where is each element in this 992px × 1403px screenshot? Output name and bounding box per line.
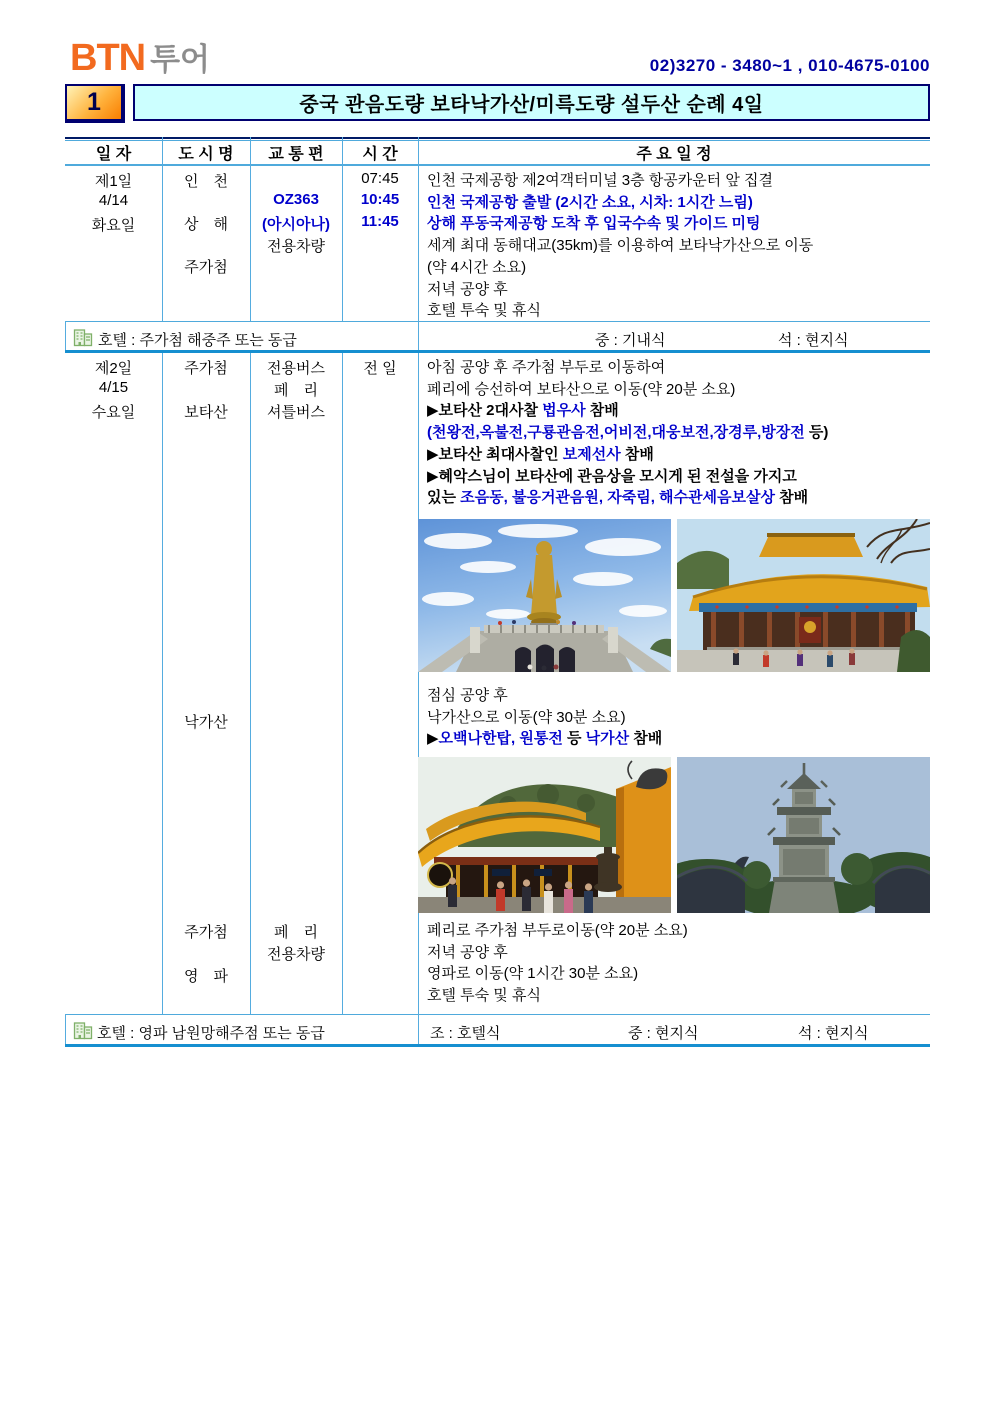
day1-time: 11:45 bbox=[361, 213, 399, 230]
schedule-text-segment: ▶보타산 2대사찰 bbox=[427, 402, 543, 420]
schedule-text-segment: 페리로 주가첨 부두로이동(약 20분 소요) bbox=[427, 922, 688, 939]
schedule-text-segment: ▶ bbox=[427, 730, 439, 748]
hotel-building-icon bbox=[73, 326, 93, 347]
phone-number: 02)3270 - 3480~1 , 010-4675-0100 bbox=[649, 56, 930, 75]
column-header-city: 도 시 명 bbox=[178, 146, 234, 163]
column-header-date: 일 자 bbox=[95, 146, 132, 163]
col-divider bbox=[65, 1014, 66, 1044]
logo-tour-text: 투어 bbox=[150, 42, 211, 77]
schedule-line bbox=[427, 192, 927, 214]
schedule-line bbox=[427, 963, 927, 985]
day2-transport: 셔틀버스 bbox=[267, 404, 325, 421]
schedule-text-segment: 페리에 승선하여 보타산으로 이동(약 20분 소요) bbox=[427, 380, 736, 398]
schedule-line bbox=[427, 357, 927, 379]
day2-schedule-afternoon bbox=[427, 685, 927, 750]
day2-city: 보타산 bbox=[184, 404, 228, 421]
day1-airline: (아시아나) bbox=[262, 216, 330, 233]
day1-time: 07:45 bbox=[361, 170, 399, 187]
day2-time: 전 일 bbox=[363, 360, 397, 377]
schedule-text-segment: 조음동, 불응거관음원, 자죽림, 해수관세음보살상 bbox=[460, 489, 775, 507]
day1-date: 제1일 bbox=[94, 173, 133, 190]
col-divider bbox=[162, 353, 163, 1014]
day2-transport: 전용버스 bbox=[267, 360, 325, 377]
header-bottom-rule bbox=[65, 164, 930, 166]
day2-date: 4/15 bbox=[98, 379, 129, 396]
hotel1-label: 호텔 : 주가첨 해중주 또는 동급 bbox=[98, 332, 297, 349]
schedule-text-segment: 낙가산 bbox=[585, 730, 630, 748]
schedule-line bbox=[427, 257, 927, 279]
col-divider bbox=[418, 137, 419, 321]
schedule-line bbox=[427, 466, 927, 488]
schedule-text-segment: 참배 bbox=[620, 445, 654, 463]
photo-stone-pagoda bbox=[677, 757, 930, 913]
day1-city: 주가첨 bbox=[184, 259, 228, 276]
schedule-text-segment: 참배 bbox=[629, 730, 663, 748]
col-divider bbox=[342, 353, 343, 1014]
day2-transport: 페 리 bbox=[274, 382, 318, 399]
column-header-time: 시 간 bbox=[362, 146, 398, 163]
col-divider bbox=[250, 353, 251, 1014]
col-divider bbox=[418, 321, 419, 350]
schedule-text-segment: 낙가산으로 이동(약 30분 소요) bbox=[427, 708, 626, 726]
day2-city: 영 파 bbox=[184, 968, 228, 985]
schedule-text-segment: 인천 국제공항 제2여객터미널 3층 항공카운터 앞 집결 bbox=[427, 172, 773, 189]
schedule-line bbox=[427, 487, 927, 509]
day1-flight-number: OZ363 bbox=[273, 191, 319, 208]
schedule-text-segment: 영파로 이동(약 1시간 30분 소요) bbox=[427, 965, 639, 983]
schedule-line bbox=[427, 170, 927, 192]
hotel2-breakfast: 조 : 호텔식 bbox=[430, 1025, 501, 1042]
schedule-text-segment: 인천 국제공항 출발 (2시간 소요, 시차: 1시간 느림) bbox=[427, 193, 753, 211]
schedule-text-segment: 등 bbox=[562, 730, 586, 748]
schedule-text-segment: 등) bbox=[804, 424, 829, 442]
schedule-text-segment: 저녁 공양 후 bbox=[427, 943, 508, 961]
day1-city: 인 천 bbox=[184, 173, 228, 190]
table-top-rule bbox=[65, 137, 930, 139]
hotel2-label: 호텔 : 영파 남원망해주점 또는 동급 bbox=[97, 1025, 325, 1042]
day1-schedule bbox=[427, 170, 927, 322]
schedule-line bbox=[427, 235, 927, 257]
day2-city: 주가첨 bbox=[184, 924, 228, 941]
schedule-text-segment: 저녁 공양 후 bbox=[427, 280, 508, 298]
day-separator-rule bbox=[65, 350, 930, 353]
schedule-line bbox=[427, 300, 927, 322]
schedule-text-segment: 아침 공양 후 주가첨 부두로 이동하여 bbox=[427, 359, 666, 376]
schedule-line bbox=[427, 942, 927, 964]
day1-transport: 전용차량 bbox=[267, 238, 325, 255]
schedule-text-segment: 상해 푸동국제공항 도착 후 입국수속 및 가이드 미팅 bbox=[427, 215, 761, 233]
schedule-line bbox=[427, 279, 927, 301]
day1-city: 상 해 bbox=[184, 216, 228, 233]
schedule-text-segment: ▶혜악스님이 보타산에 관음상을 모시게 된 전설을 가지고 bbox=[427, 467, 797, 485]
day2-city: 낙가산 bbox=[184, 714, 228, 731]
day2-date: 제2일 bbox=[94, 360, 133, 377]
schedule-text-segment: 있는 bbox=[427, 489, 461, 507]
schedule-text-segment: (약 4시간 소요) bbox=[427, 258, 527, 276]
hotel2-dinner: 석 : 현지식 bbox=[798, 1025, 869, 1042]
photo-temple-courtyard bbox=[418, 757, 671, 913]
schedule-line bbox=[427, 444, 927, 466]
photo-putuoshan-guanyin-statue bbox=[418, 519, 671, 672]
col-divider bbox=[418, 1014, 419, 1044]
table-bottom-rule bbox=[65, 1044, 930, 1047]
schedule-text-segment: 오백나한탑, 원통전 bbox=[438, 730, 563, 748]
tour-title: 중국 관음도량 보타낙가산/미륵도량 설두산 순례 4일 bbox=[133, 84, 930, 121]
day1-date: 화요일 bbox=[91, 217, 136, 234]
hotel-building-icon bbox=[73, 1019, 93, 1040]
schedule-text-segment: 점심 공양 후 bbox=[427, 687, 508, 704]
schedule-text-segment: ▶보타산 최대사찰인 bbox=[427, 445, 563, 463]
schedule-line bbox=[427, 685, 927, 707]
day1-date: 4/14 bbox=[98, 192, 129, 209]
day2-date: 수요일 bbox=[91, 404, 136, 421]
day2-city: 주가첨 bbox=[184, 360, 228, 377]
day2-schedule-morning bbox=[427, 357, 927, 509]
hotel2-lunch: 중 : 현지식 bbox=[628, 1025, 699, 1042]
schedule-text-segment: 세계 최대 동해대교(35km)를 이용하여 보타낙가산으로 이동 bbox=[427, 237, 814, 255]
schedule-line bbox=[427, 213, 927, 235]
col-divider bbox=[418, 353, 419, 1014]
schedule-text-segment: 호텔 투숙 및 휴식 bbox=[427, 302, 541, 320]
schedule-line bbox=[427, 985, 927, 1007]
col-divider bbox=[65, 321, 66, 350]
schedule-text-segment: 법우사 bbox=[542, 402, 586, 420]
logo-btn-text: BTN bbox=[70, 37, 146, 79]
page-number-badge: 1 bbox=[65, 84, 125, 123]
schedule-line bbox=[427, 422, 927, 444]
photo-fayu-temple-hall bbox=[677, 519, 930, 672]
btn-tour-logo bbox=[70, 34, 210, 80]
column-header-schedule: 주 요 일 정 bbox=[636, 146, 712, 163]
schedule-text-segment: 참배 bbox=[585, 402, 619, 420]
schedule-text-segment: 보제선사 bbox=[562, 445, 621, 463]
schedule-text-segment: (천왕전,옥불전,구룡관음전,어비전,대웅보전,장경루,방장전 bbox=[427, 424, 805, 442]
schedule-text-segment: 호텔 투숙 및 휴식 bbox=[427, 987, 541, 1005]
hotel1-lunch: 중 : 기내식 bbox=[595, 332, 666, 349]
day1-time: 10:45 bbox=[360, 191, 400, 208]
schedule-line bbox=[427, 707, 927, 729]
day2-transport: 페 리 bbox=[274, 924, 318, 941]
schedule-line bbox=[427, 728, 927, 750]
schedule-line bbox=[427, 379, 927, 401]
day2-transport: 전용차량 bbox=[267, 946, 325, 963]
hotel1-dinner: 석 : 현지식 bbox=[778, 332, 849, 349]
schedule-line bbox=[427, 920, 927, 942]
day2-schedule-evening bbox=[427, 920, 927, 1007]
schedule-line bbox=[427, 400, 927, 422]
column-header-transport: 교 통 편 bbox=[268, 146, 324, 163]
schedule-text-segment: 참배 bbox=[774, 489, 809, 507]
row-rule bbox=[65, 1014, 930, 1015]
